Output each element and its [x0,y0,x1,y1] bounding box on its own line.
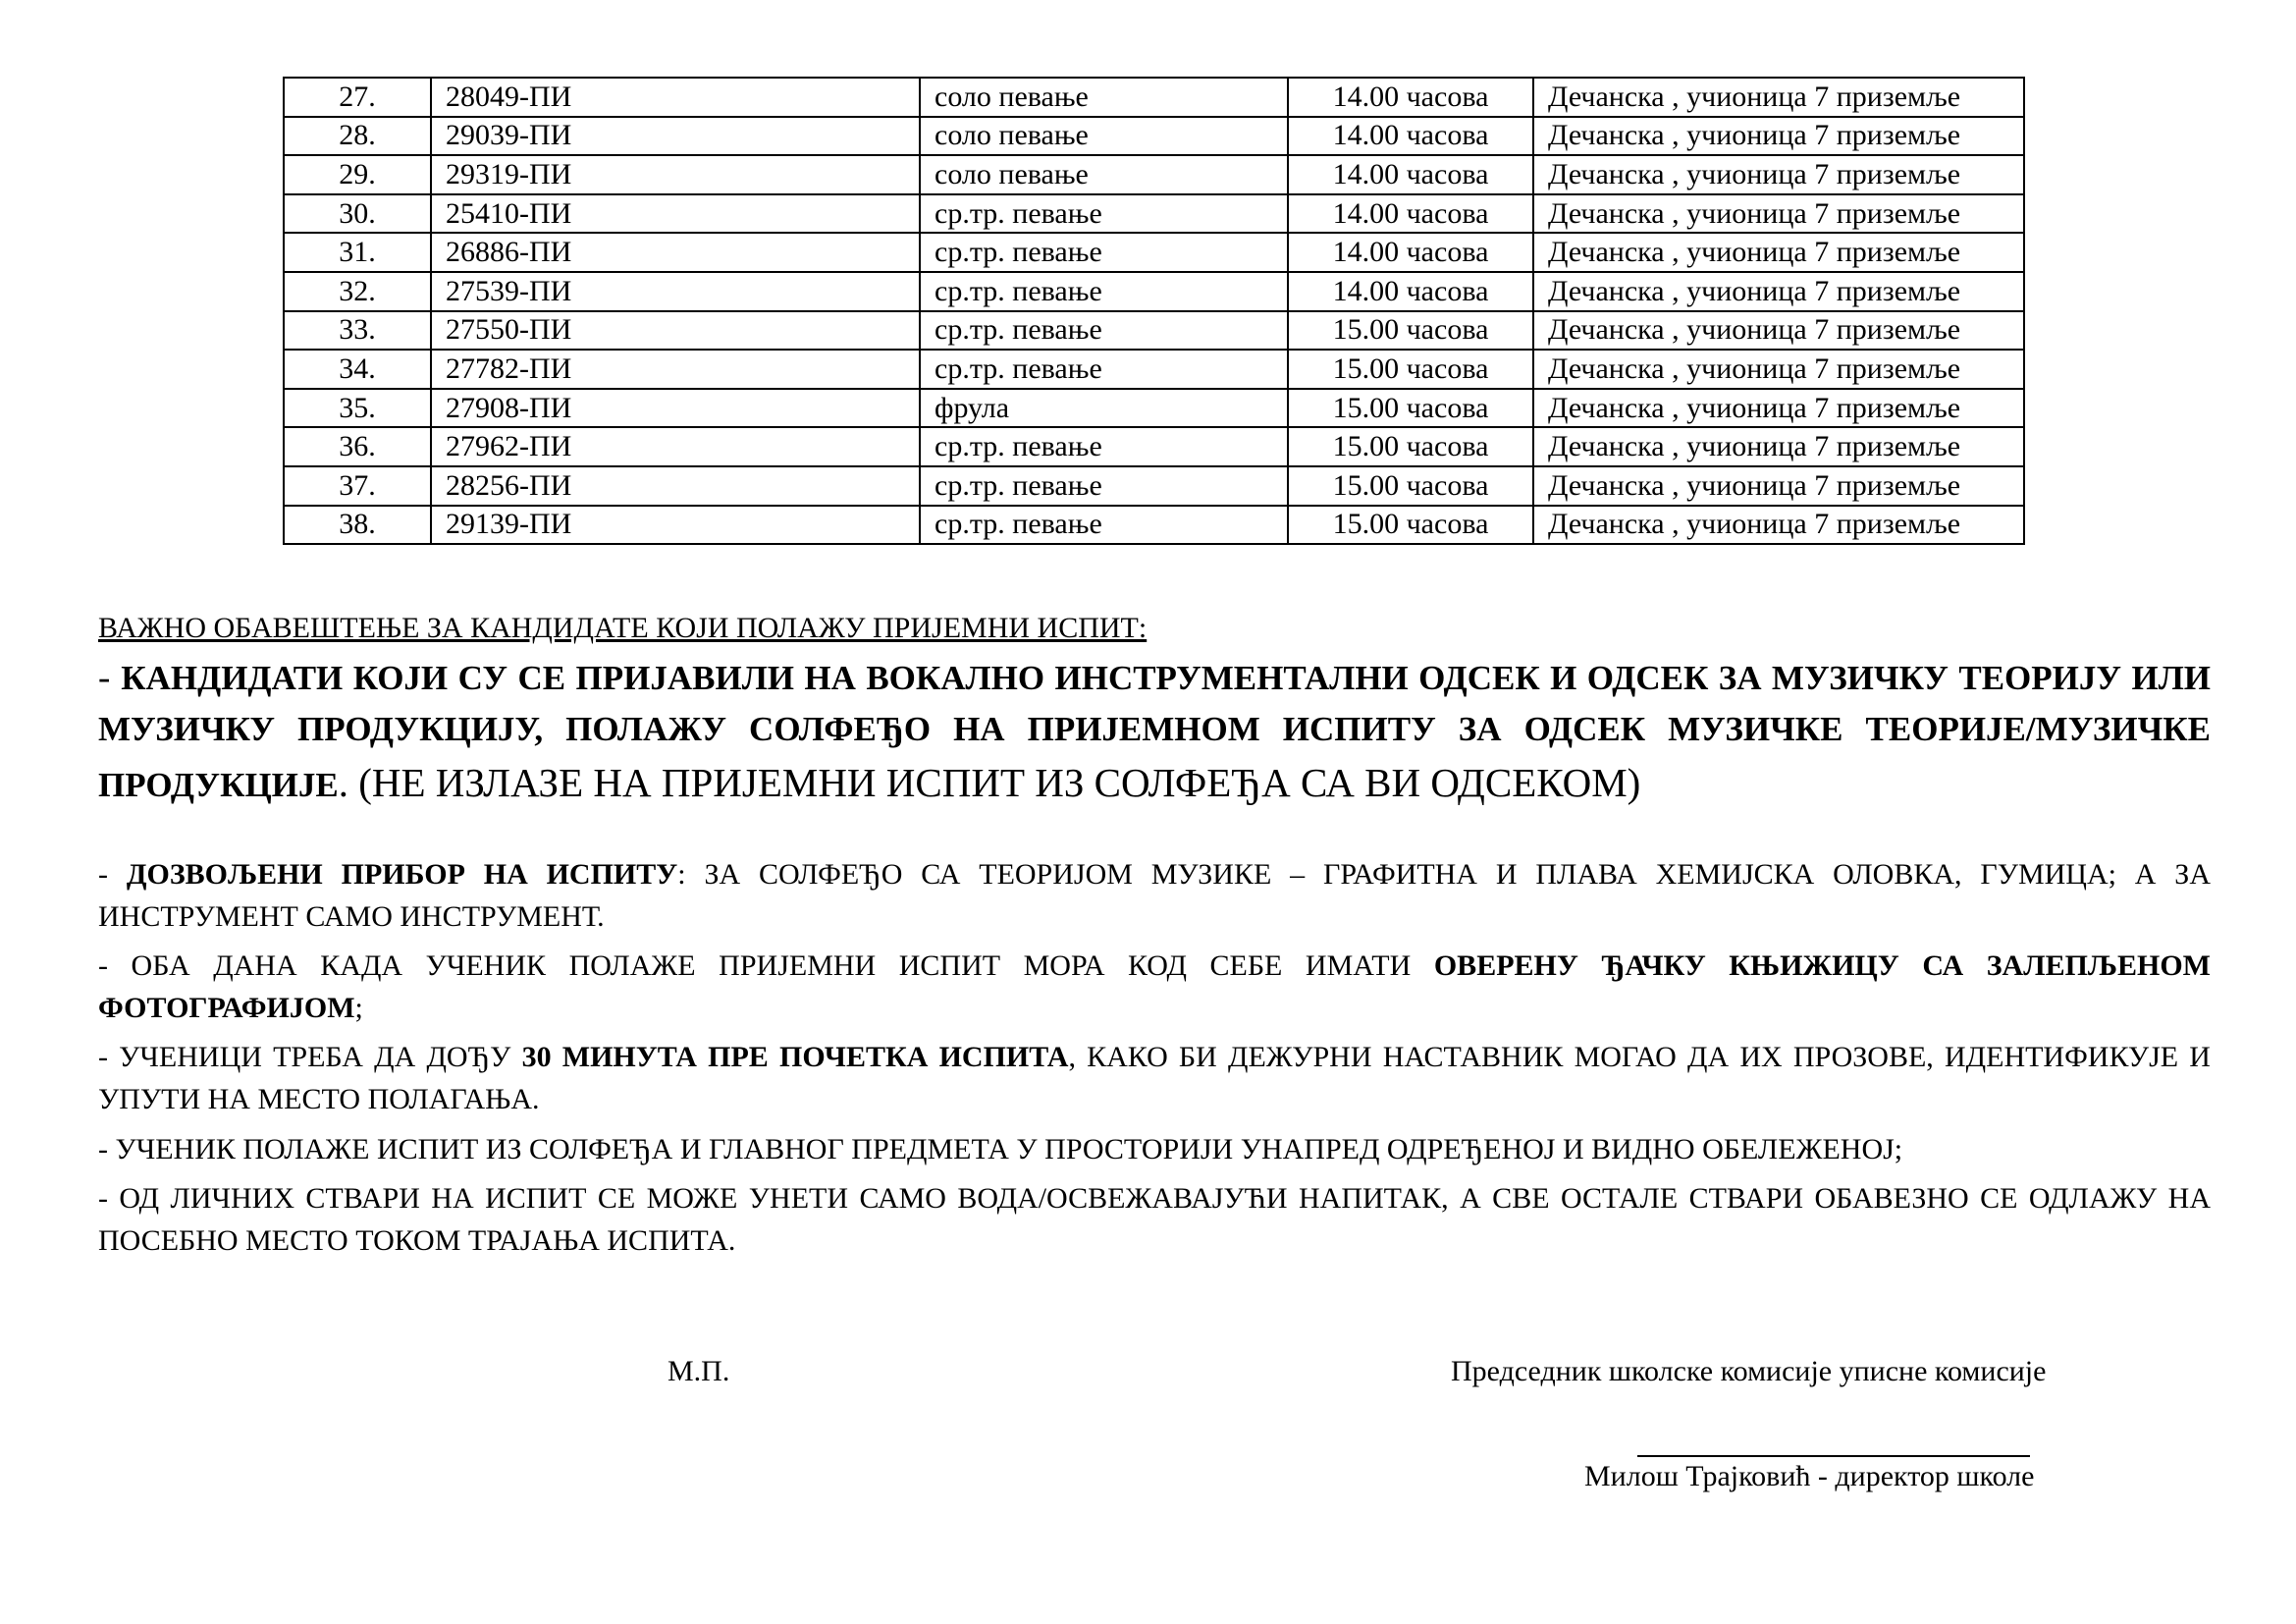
notice-main-plain: . (НЕ ИЗЛАЗЕ НА ПРИЈЕМНИ ИСПИТ ИЗ СОЛФЕЂА СА ВИ ОДСЕКОМ) [338,759,1641,805]
row-number-cell: 35. [284,389,431,428]
stamp-placeholder: М.П. [667,1355,730,1387]
item1-rest: : ЗА СОЛФЕЂО СА ТЕОРИЈОМ МУЗИКЕ – ГРАФИТНА И ПЛАВА ХЕМИЈСКА ОЛОВКА, ГУМИЦА; А ЗА ИНСТРУМЕНТ САМО ИНСТРУМЕНТ. [98,857,2211,933]
subject-cell: ср.тр. певање [920,311,1288,351]
row-number-cell: 33. [284,311,431,351]
notice-main-dash: - [98,658,122,698]
notice-item-exam-room: - УЧЕНИК ПОЛАЖЕ ИСПИТ ИЗ СОЛФЕЂА И ГЛАВНОГ ПРЕДМЕТА У ПРОСТОРИЈИ УНАПРЕД ОДРЕЂЕНОЈ И ВИДНО ОБЕЛЕЖЕНОЈ; [98,1132,1903,1165]
candidate-code-cell: 29139-ПИ [431,506,920,545]
exam-place-cell: Дечанска , учионица 7 приземље [1533,506,2024,545]
row-number-cell: 27. [284,78,431,117]
exam-time-cell: 14.00 часова [1288,117,1533,156]
exam-place-cell: Дечанска , учионица 7 приземље [1533,78,2024,117]
item3-bold: 30 МИНУТА ПРЕ ПОЧЕТКА ИСПИТА [521,1041,1069,1074]
subject-cell: ср.тр. певање [920,272,1288,311]
candidate-code-cell: 27550-ПИ [431,311,920,351]
row-number-cell: 31. [284,233,431,272]
exam-time-cell: 15.00 часова [1288,427,1533,466]
subject-cell: ср.тр. певање [920,350,1288,389]
row-number-cell: 28. [284,117,431,156]
exam-time-cell: 15.00 часова [1288,311,1533,351]
row-number-cell: 29. [284,155,431,194]
exam-place-cell: Дечанска , учионица 7 приземље [1533,272,2024,311]
candidate-code-cell: 25410-ПИ [431,194,920,234]
row-number-cell: 34. [284,350,431,389]
exam-place-cell: Дечанска , учионица 7 приземље [1533,427,2024,466]
row-number-cell: 32. [284,272,431,311]
candidate-code-cell: 29039-ПИ [431,117,920,156]
table-row [284,272,2024,311]
exam-place-cell: Дечанска , учионица 7 приземље [1533,233,2024,272]
item1-dash: - [98,857,127,891]
table-row [284,194,2024,234]
table-row [284,117,2024,156]
subject-cell: соло певање [920,155,1288,194]
item3-rest: , КАКО БИ ДЕЖУРНИ НАСТАВНИК МОГАО ДА ИХ ПРОЗОВЕ, ИДЕНТИФИКУЈЕ И УПУТИ НА МЕСТО ПОЛАГАЊА. [98,1041,2211,1115]
table-row [284,506,2024,545]
notice-item-allowed-equipment [98,854,2211,938]
schedule-table-body [284,78,2024,544]
notice-section [98,609,2211,1270]
row-number-cell: 38. [284,506,431,545]
notice-item-arrival-time [98,1037,2211,1120]
table-row [284,311,2024,351]
signature-name: Милош Трајковић - директор школе [1584,1460,2035,1492]
table-row [284,155,2024,194]
table-row [284,233,2024,272]
subject-cell: ср.тр. певање [920,233,1288,272]
item1-bold: ДОЗВОЉЕНИ ПРИБОР НА ИСПИТУ [126,857,678,891]
subject-cell: фрула [920,389,1288,428]
candidate-code-cell: 27962-ПИ [431,427,920,466]
table-row [284,78,2024,117]
item2-text: - ОБА ДАНА КАДА УЧЕНИК ПОЛАЖЕ ПРИЈЕМНИ ИСПИТ МОРА КОД СЕБЕ ИМАТИ [98,949,1434,983]
subject-cell: ср.тр. певање [920,506,1288,545]
notice-main-paragraph [98,653,2211,811]
candidate-code-cell: 27908-ПИ [431,389,920,428]
item2-end: ; [354,991,363,1024]
item3-text: - УЧЕНИЦИ ТРЕБА ДА ДОЂУ [98,1041,522,1074]
candidate-code-cell: 28256-ПИ [431,466,920,506]
candidate-code-cell: 26886-ПИ [431,233,920,272]
exam-place-cell: Дечанска , учионица 7 приземље [1533,117,2024,156]
exam-place-cell: Дечанска , учионица 7 приземље [1533,466,2024,506]
exam-time-cell: 14.00 часова [1288,155,1533,194]
signature-line [1637,1455,2030,1457]
exam-time-cell: 14.00 часова [1288,78,1533,117]
table-row [284,427,2024,466]
table-row [284,350,2024,389]
candidate-code-cell: 28049-ПИ [431,78,920,117]
notice-main-bold: КАНДИДАТИ КОЈИ СУ СЕ ПРИЈАВИЛИ НА ВОКАЛНО ИНСТРУМЕНТАЛНИ ОДСЕК И ОДСЕК ЗА МУЗИЧКУ ТЕОРИЈУ ИЛИ МУЗИЧКУ ПРОДУКЦИЈУ, ПОЛАЖУ СОЛФЕЂО НА ПРИЈЕМНОМ ИСПИТУ ЗА ОДСЕК МУЗИЧКЕ ТЕОРИЈЕ/МУЗИЧКЕ ПРОДУКЦИЈЕ [98,659,2212,804]
exam-time-cell: 15.00 часова [1288,466,1533,506]
subject-cell: ср.тр. певање [920,427,1288,466]
schedule-table [283,77,2025,545]
row-number-cell: 36. [284,427,431,466]
exam-place-cell: Дечанска , учионица 7 приземље [1533,155,2024,194]
exam-time-cell: 14.00 часова [1288,272,1533,311]
table-row [284,466,2024,506]
exam-time-cell: 15.00 часова [1288,506,1533,545]
signature-title: Председник школске комисије уписне комисије [1451,1355,2047,1387]
exam-place-cell: Дечанска , учионица 7 приземље [1533,350,2024,389]
exam-time-cell: 14.00 часова [1288,194,1533,234]
notice-heading: ВАЖНО ОБАВЕШТЕЊЕ ЗА КАНДИДАТЕ КОЈИ ПОЛАЖУ ПРИЈЕМНИ ИСПИТ: [98,612,1148,644]
candidate-code-cell: 27539-ПИ [431,272,920,311]
subject-cell: соло певање [920,117,1288,156]
notice-item-student-booklet [98,946,2211,1029]
candidate-code-cell: 27782-ПИ [431,350,920,389]
exam-place-cell: Дечанска , учионица 7 приземље [1533,194,2024,234]
exam-place-cell: Дечанска , учионица 7 приземље [1533,389,2024,428]
row-number-cell: 37. [284,466,431,506]
exam-time-cell: 15.00 часова [1288,350,1533,389]
candidate-code-cell: 29319-ПИ [431,155,920,194]
item2-bold: ОВЕРЕНУ ЂАЧКУ КЊИЖИЦУ СА ЗАЛЕПЉЕНОМ ФОТОГРАФИЈОМ [98,949,2211,1024]
row-number-cell: 30. [284,194,431,234]
exam-time-cell: 15.00 часова [1288,389,1533,428]
subject-cell: соло певање [920,78,1288,117]
exam-place-cell: Дечанска , учионица 7 приземље [1533,311,2024,351]
table-row [284,389,2024,428]
subject-cell: ср.тр. певање [920,194,1288,234]
subject-cell: ср.тр. певање [920,466,1288,506]
notice-item-personal-items: - ОД ЛИЧНИХ СТВАРИ НА ИСПИТ СЕ МОЖЕ УНЕТИ САМО ВОДА/ОСВЕЖАВАЈУЋИ НАПИТАК, А СВЕ ОСТАЛЕ СТВАРИ ОБАВЕЗНО СЕ ОДЛАЖУ НА ПОСЕБНО МЕСТО ТОКОМ ТРАЈАЊА ИСПИТА. [98,1182,2211,1257]
exam-time-cell: 14.00 часова [1288,233,1533,272]
